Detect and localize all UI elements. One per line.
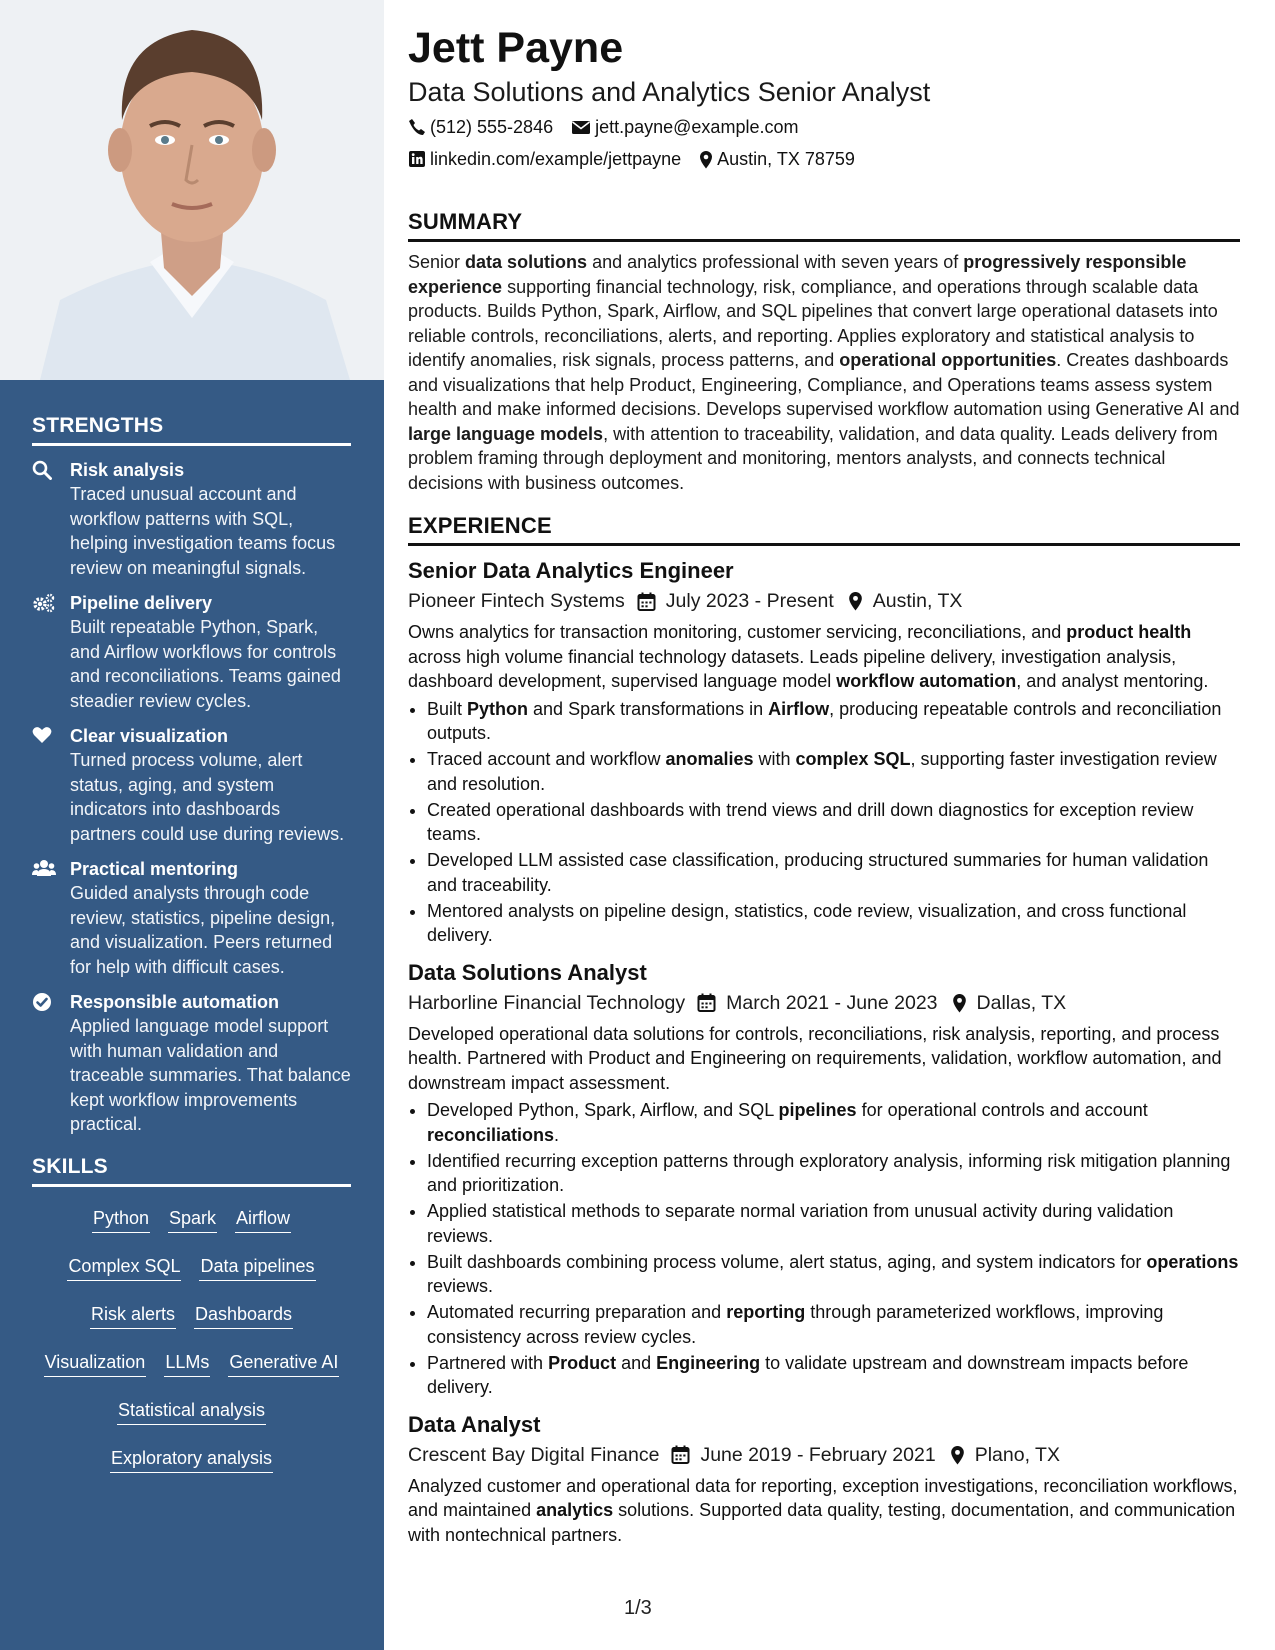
text-run: reviews. [427, 1276, 494, 1296]
check-circle-icon [32, 990, 70, 1137]
skill-tag: Exploratory analysis [110, 1445, 273, 1473]
text-run: Traced account and workflow [427, 749, 666, 769]
job-title: Senior Data Analytics Engineer [408, 558, 734, 583]
job-dates: July 2023 - Present [665, 590, 834, 612]
strength-item [32, 724, 351, 846]
strength-description: Applied language model support with human validation and traceable summaries. That balance kept workflow improvements practical. [70, 1016, 351, 1134]
phone-number: (512) 555-2846 [430, 117, 554, 137]
map-pin-icon [848, 591, 863, 611]
bold-text: anomalies [665, 749, 754, 769]
job-company: Harborline Financial Technology [408, 991, 686, 1014]
strength-title: Pipeline delivery [70, 593, 213, 613]
page-indicator: 1/3 [624, 1597, 652, 1619]
bullet-item [427, 1199, 1240, 1248]
linkedin-url[interactable]: linkedin.com/example/jettpayne [430, 149, 682, 169]
search-icon [32, 458, 70, 580]
sidebar [0, 0, 384, 1650]
envelope-icon [571, 119, 591, 135]
bullet-item [427, 1351, 1240, 1400]
skill-tag: Statistical analysis [117, 1397, 266, 1425]
strength-title: Clear visualization [70, 726, 229, 746]
text-run: , with attention to traceability, validation, and data quality. Leads delivery from problem framing through deployment and monitoring, mentors analysts, and connects technical decisions with business outcomes. [408, 423, 1218, 493]
text-run: Created operational dashboards with trend views and drill down diagnostics for exception review teams. [427, 799, 1194, 844]
profile-photo-image [0, 0, 384, 380]
summary-text [408, 250, 1240, 495]
text-run: Mentored analysts on pipeline design, statistics, code review, visualization, and cross functional delivery. [427, 900, 1187, 945]
strength-title: Risk analysis [70, 460, 185, 480]
text-run: Built [427, 698, 468, 719]
text-run: Identified recurring exception patterns through exploratory analysis, informing risk mitigation planning and prioritization. [427, 1150, 1231, 1195]
job-meta [408, 988, 1240, 1018]
text-run: across high volume financial technology datasets. Leads pipeline delivery, investigation analysis, dashboard development, supervised language model [408, 646, 1177, 691]
bold-text: reconciliations [427, 1124, 555, 1145]
strength-description: Turned process volume, alert status, aging, and system indicators into dashboards partners could use during reviews. [70, 750, 345, 844]
bold-text: Product [548, 1352, 617, 1373]
text-run: , and analyst mentoring. [1016, 671, 1209, 691]
job-bullets [408, 1098, 1240, 1400]
text-run: for operational controls and account [856, 1100, 1148, 1120]
job-bullets [408, 697, 1240, 948]
phone-contact [408, 115, 553, 139]
bold-text: reporting [726, 1302, 806, 1322]
skill-tag: Airflow [235, 1205, 291, 1233]
strength-item [32, 458, 351, 580]
map-pin-icon [699, 150, 713, 169]
calendar-icon [697, 993, 716, 1012]
strength-description: Traced unusual account and workflow patterns with SQL, helping investigation teams focus review on meaningful signals. [70, 484, 336, 578]
bullet-item [427, 1250, 1240, 1299]
summary-heading: SUMMARY [408, 209, 1240, 242]
profile-photo [0, 0, 384, 380]
experience-heading: EXPERIENCE [408, 513, 1240, 546]
map-pin-icon [952, 993, 967, 1013]
linkedin-icon [408, 150, 426, 168]
text-run: Developed LLM assisted case classification, producing structured summaries for human validation and traceability. [427, 850, 1209, 895]
skill-tag: LLMs [164, 1349, 210, 1377]
text-run: . Creates dashboards and visualizations that help Product, Engineering, Compliance, and Operations teams assess system health and make informed decisions. Develops supervised workflow automation using Generative AI and [408, 350, 1240, 419]
email-contact[interactable] [571, 115, 798, 139]
text-run: solutions. Supported data quality, testing, documentation, and communication with nontechnical partners. [408, 1500, 1236, 1545]
skill-tag: Risk alerts [90, 1301, 176, 1329]
text-run: , supporting faster investigation review and resolution. [427, 749, 1217, 794]
bold-text: product health [1066, 622, 1192, 642]
bold-text: workflow automation [836, 671, 1017, 691]
job-entry [408, 958, 1240, 1400]
skill-tag: Python [92, 1205, 150, 1233]
strength-item [32, 591, 351, 713]
bullet-item [427, 1098, 1240, 1147]
job-description [408, 620, 1240, 694]
text-run: supporting financial technology, risk, compliance, and operations through scalable data products. Builds Python, Spark, Airflow, and SQL pipelines that convert large operational datasets into reliable controls, reconciliations, alerts, and reporting. Applies exploratory and statistical analysis to identify anomalies, risk signals, process patterns, and [408, 276, 1218, 370]
strength-title: Practical mentoring [70, 859, 239, 879]
linkedin-contact[interactable] [408, 147, 681, 171]
skills-list [32, 1199, 351, 1487]
bold-text: data solutions [465, 252, 588, 272]
text-run: Built dashboards combining process volume, alert status, aging, and system indicators for [427, 1251, 1147, 1272]
job-company: Pioneer Fintech Systems [408, 590, 625, 612]
bullet-item [427, 798, 1240, 847]
bold-text: progressively responsible experience [408, 252, 1187, 297]
text-run: to validate upstream and downstream impacts before delivery. [427, 1352, 1189, 1397]
job-title: Data Solutions Analyst [408, 959, 647, 985]
location-contact [699, 147, 855, 171]
skill-tag: Generative AI [228, 1349, 339, 1377]
calendar-icon [671, 1445, 690, 1464]
heart-icon [32, 724, 70, 846]
map-pin-icon [950, 1445, 965, 1465]
gears-icon [32, 591, 70, 713]
job-description [408, 1022, 1240, 1096]
strength-item [32, 857, 351, 979]
text-run: Automated recurring preparation and [427, 1302, 727, 1322]
job-entry [408, 556, 1240, 948]
text-run: , producing repeatable controls and reconciliation outputs. [427, 698, 1222, 743]
skill-tag: Complex SQL [67, 1253, 181, 1281]
text-run: with [753, 749, 796, 769]
sidebar-content [32, 414, 351, 1487]
skill-tag: Dashboards [194, 1301, 293, 1329]
bold-text: Engineering [656, 1352, 761, 1373]
skill-tag: Data pipelines [199, 1253, 315, 1281]
main-content [408, 22, 1240, 1547]
text-run: Applied statistical methods to separate normal variation from unusual activity during validation reviews. [427, 1201, 1174, 1246]
job-location: Dallas, TX [976, 991, 1067, 1014]
bullet-item [427, 747, 1240, 796]
job-location: Plano, TX [974, 1443, 1060, 1466]
skill-tag: Spark [168, 1205, 217, 1233]
job-dates: March 2021 - June 2023 [726, 991, 938, 1014]
strengths-heading: STRENGTHS [32, 414, 351, 446]
bold-text: complex SQL [795, 749, 911, 769]
text-run: Developed operational data solutions for controls, reconciliations, risk analysis, reporting, and process health. Partnered with Product and Engineering on requirements, validation, workflow automation, and downstream impact assessment. [408, 1023, 1222, 1093]
bold-text: operations [1146, 1251, 1239, 1272]
text-run: . [554, 1124, 560, 1145]
calendar-icon [637, 592, 656, 611]
bullet-item [427, 1149, 1240, 1198]
text-run: and Spark transformations in [528, 698, 769, 719]
bold-text: Python [467, 698, 529, 719]
strength-description: Built repeatable Python, Spark, and Airflow workflows for controls and reconciliations. Teams gained steadier review cycles. [70, 617, 341, 711]
location-text: Austin, TX 78759 [717, 149, 855, 169]
skill-tag: Visualization [44, 1349, 147, 1377]
email-address[interactable]: jett.payne@example.com [595, 117, 799, 137]
phone-icon [408, 118, 426, 136]
bold-text: large language models [408, 423, 604, 444]
text-run: Developed Python, Spark, Airflow, and SQL [427, 1100, 779, 1120]
bold-text: analytics [536, 1500, 614, 1520]
bullet-item [427, 1300, 1240, 1349]
job-title: Data Analyst [408, 1411, 541, 1437]
candidate-title: Data Solutions and Analytics Senior Analyst [408, 77, 931, 107]
bullet-item [427, 899, 1240, 948]
skills-heading: SKILLS [32, 1155, 351, 1187]
text-run: Senior [408, 252, 466, 272]
bullet-item [427, 848, 1240, 897]
strength-item [32, 990, 351, 1137]
job-company: Crescent Bay Digital Finance [408, 1443, 660, 1466]
strength-description: Guided analysts through code review, statistics, pipeline design, and visualization. Peers returned for help with difficult cases. [70, 883, 336, 977]
text-run: and analytics professional with seven years of [587, 252, 964, 272]
bold-text: operational opportunities [839, 350, 1057, 370]
job-description [408, 1474, 1240, 1548]
bold-text: pipelines [778, 1100, 857, 1120]
experience-list [408, 556, 1240, 1547]
text-run: Partnered with [427, 1352, 549, 1373]
job-meta [408, 586, 1240, 616]
users-icon [32, 857, 70, 979]
job-meta [408, 1440, 1240, 1470]
candidate-name: Jett Payne [408, 24, 624, 72]
job-entry [408, 1410, 1240, 1548]
text-run: through parameterized workflows, improving consistency across review cycles. [427, 1302, 1164, 1347]
text-run: Analyzed customer and operational data for reporting, exception investigations, reconciliation workflows, and maintained [408, 1475, 1238, 1520]
job-location: Austin, TX [872, 590, 963, 612]
contact-info [408, 115, 928, 179]
strength-title: Responsible automation [70, 992, 280, 1012]
text-run: Owns analytics for transaction monitoring, customer servicing, reconciliations, and [408, 622, 1067, 642]
bullet-item [427, 697, 1240, 746]
job-dates: June 2019 - February 2021 [700, 1443, 936, 1466]
text-run: and [616, 1352, 657, 1373]
bold-text: Airflow [768, 698, 830, 719]
